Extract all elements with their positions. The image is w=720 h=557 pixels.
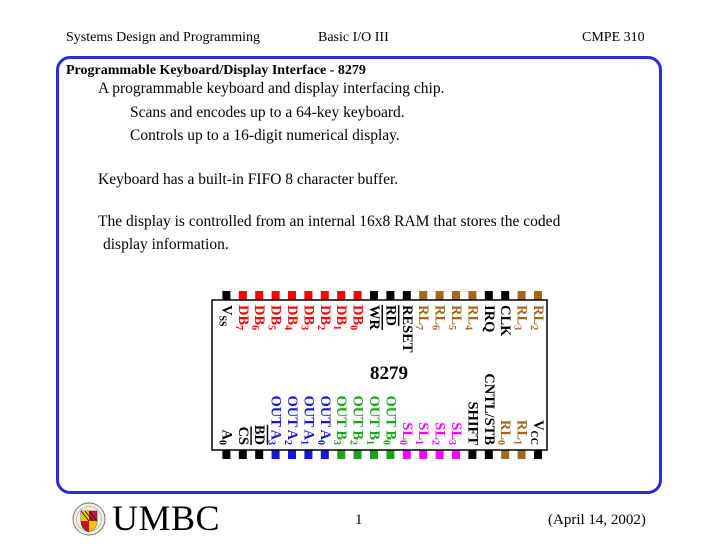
pin-bottom <box>255 450 263 459</box>
slide-date: (April 14, 2002) <box>548 512 646 528</box>
bullet-line: Scans and encodes up to a 64-key keyboard. <box>130 104 405 121</box>
pin-top <box>452 291 460 300</box>
pin-label: $RL_6$ <box>430 305 448 331</box>
pin-bottom <box>403 450 411 459</box>
pin-bottom <box>419 450 427 459</box>
pin-label: $DB_2$ <box>315 305 333 331</box>
pin-label: $RL_7$ <box>413 305 432 331</box>
pin-label: $DB_1$ <box>331 305 350 331</box>
pin-label: BD <box>251 424 268 445</box>
pin-label: $RL_4$ <box>462 305 481 331</box>
pin-bottom <box>239 450 247 459</box>
pin-label: SHIFT <box>464 401 481 445</box>
pin-label: OUT $B_2$ <box>348 395 366 445</box>
bullet-line: Keyboard has a built-in FIFO 8 character buffer. <box>98 171 399 188</box>
pin-label: $RL_1$ <box>512 419 530 445</box>
pin-top <box>304 291 312 300</box>
pin-top <box>288 291 296 300</box>
pin-top <box>419 291 427 300</box>
page-number: 1 <box>355 512 363 528</box>
pin-bottom <box>518 450 526 459</box>
pin-top <box>534 291 542 300</box>
pin-bottom <box>370 450 378 459</box>
pin-bottom <box>222 450 230 459</box>
pin-bottom <box>386 450 394 459</box>
pin-label: $SL_1$ <box>413 422 432 445</box>
pin-bottom <box>354 450 362 459</box>
pin-label: RESET <box>398 305 415 353</box>
pin-bottom <box>337 450 345 459</box>
pin-label: CNTL/STB <box>480 373 497 445</box>
pin-top <box>386 291 394 300</box>
bullet-line: display information. <box>103 236 229 253</box>
pin-bottom <box>485 450 493 459</box>
pin-label: OUT $A_2$ <box>282 395 300 445</box>
pin-label: $RL_5$ <box>446 305 464 331</box>
pin-bottom <box>436 450 444 459</box>
topic-title: Basic I/O III <box>318 30 389 45</box>
pin-label: $DB_0$ <box>348 305 366 331</box>
pin-top <box>354 291 362 300</box>
pin-label: $V_{CC}$ <box>528 420 546 445</box>
pin-label: WR <box>366 305 382 330</box>
pin-label: $DB_4$ <box>282 305 300 331</box>
pin-bottom <box>272 450 280 459</box>
pin-label: $SL_0$ <box>397 422 415 445</box>
pin-top <box>239 291 247 300</box>
chip-8279-diagram <box>207 290 552 465</box>
pin-top <box>255 291 263 300</box>
pin-top <box>337 291 345 300</box>
pin-label: $RL_3$ <box>512 305 530 331</box>
pin-top <box>370 291 378 300</box>
pin-bottom <box>321 450 329 459</box>
pin-top <box>403 291 411 300</box>
pin-label: IRQ <box>480 305 497 333</box>
pin-label: $SL_3$ <box>446 422 464 445</box>
pin-label: OUT $B_1$ <box>364 395 382 445</box>
pin-top <box>222 291 230 300</box>
pin-bottom <box>501 450 509 459</box>
pin-label: OUT $A_3$ <box>266 395 284 445</box>
pin-top <box>468 291 476 300</box>
pin-top <box>518 291 526 300</box>
pin-label: $SL_2$ <box>430 422 448 445</box>
pin-label: $DB_3$ <box>298 305 317 331</box>
pin-label: OUT $A_1$ <box>298 395 317 445</box>
pin-bottom <box>534 450 542 459</box>
bullet-line: The display is controlled from an internal 16x8 RAM that stores the coded <box>98 213 561 230</box>
pin-label: OUT $B_0$ <box>380 395 399 445</box>
pin-label: OUT $B_3$ <box>331 395 350 445</box>
pin-bottom <box>304 450 312 459</box>
pin-bottom <box>452 450 460 459</box>
pin-label: $A_0$ <box>216 429 235 445</box>
pin-label: OUT $A_0$ <box>315 395 333 445</box>
pin-bottom <box>288 450 296 459</box>
pin-label: $DB_7$ <box>233 305 251 331</box>
pin-label: CLK <box>497 305 514 337</box>
pin-top <box>272 291 280 300</box>
bullet-line: A programmable keyboard and display interfacing chip. <box>98 80 445 97</box>
pin-bottom <box>468 450 476 459</box>
pin-label: RD <box>382 305 399 326</box>
pin-top <box>436 291 444 300</box>
pin-label: $DB_6$ <box>249 305 268 331</box>
pin-label: $V_{SS}$ <box>216 305 235 327</box>
course-title: Systems Design and Programming <box>66 30 261 45</box>
chip-label: 8279 <box>370 363 408 384</box>
pin-top <box>485 291 493 300</box>
course-code: CMPE 310 <box>582 30 645 45</box>
university-seal-icon <box>72 499 106 539</box>
umbc-logo-text: UMBC <box>112 498 221 538</box>
pin-top <box>321 291 329 300</box>
pin-label: $RL_0$ <box>495 419 514 445</box>
pin-top <box>501 291 509 300</box>
slide-title: Programmable Keyboard/Display Interface - 8279 <box>66 63 366 78</box>
bullet-line: Controls up to a 16-digit numerical display. <box>130 127 400 144</box>
pin-label: CS <box>234 426 251 445</box>
pin-label: $RL_2$ <box>528 305 546 331</box>
pin-label: $DB_5$ <box>266 305 284 331</box>
